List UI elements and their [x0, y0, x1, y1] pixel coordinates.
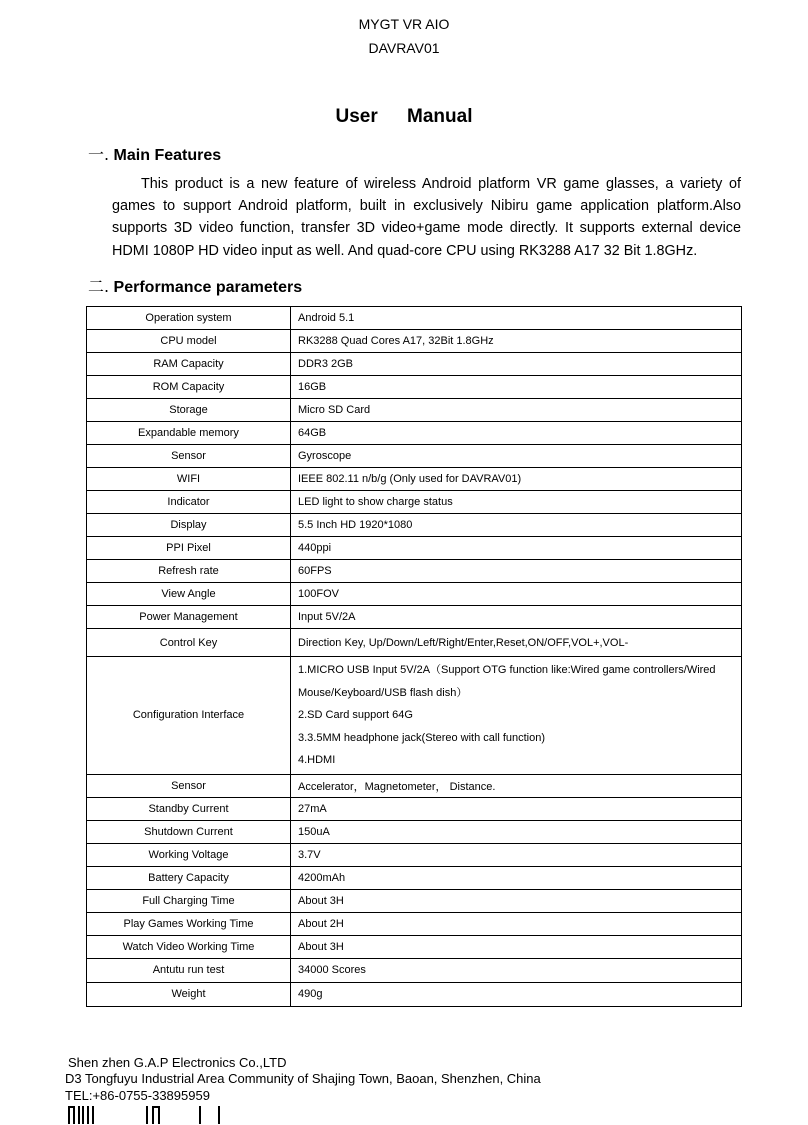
section-title: Performance parameters: [113, 279, 303, 296]
spec-row: [87, 514, 742, 537]
section-title: Main Features: [113, 147, 222, 164]
spec-row: [87, 843, 742, 866]
spec-value: 3.7V: [291, 843, 742, 866]
spec-row: [87, 797, 742, 820]
spec-table-body: [87, 307, 742, 1007]
section-main-features: [88, 142, 221, 165]
config-line: 2.SD Card support 64G: [298, 709, 413, 722]
spec-key: Configuration Interface: [87, 657, 291, 775]
section-number: 二.: [88, 277, 110, 296]
spec-value: 150uA: [291, 820, 742, 843]
spec-row: [87, 307, 742, 330]
spec-key: Expandable memory: [87, 422, 291, 445]
spec-row: [87, 889, 742, 912]
header-model: MYGT VR AIO: [358, 16, 450, 32]
spec-key: Play Games Working Time: [87, 912, 291, 935]
spec-row: [87, 912, 742, 935]
spec-row: [87, 935, 742, 958]
section-performance-parameters: [88, 274, 302, 297]
spec-key: Working Voltage: [87, 843, 291, 866]
spec-row: [87, 958, 742, 982]
spec-value: Gyroscope: [291, 445, 742, 468]
footer-tel: TEL:+86-0755-33895959: [65, 1087, 210, 1103]
spec-key: Storage: [87, 399, 291, 422]
spec-value: DDR3 2GB: [291, 353, 742, 376]
config-line: 3.3.5MM headphone jack(Stereo with call function): [298, 731, 546, 744]
spec-row: [87, 491, 742, 514]
intro-paragraph: This product is a new feature of wireless Android platform VR game glasses, a variety of games to support Android platform, built in exclusively Nibiru game application platform.Also supports 3D video function, transfer 3D video+game mode directly. It supports external device HDMI 1080P HD video input as well. And quad-core CPU using RK3288 A17 32 Bit 1.8GHz.: [112, 176, 741, 259]
spec-key: Full Charging Time: [87, 889, 291, 912]
spec-table: [86, 306, 742, 1007]
spec-key: Sensor: [87, 445, 291, 468]
spec-row: [87, 330, 742, 353]
spec-row: [87, 774, 742, 797]
spec-row: [87, 376, 742, 399]
spec-value: 60FPS: [291, 560, 742, 583]
spec-value: RK3288 Quad Cores A17, 32Bit 1.8GHz: [291, 330, 742, 353]
spec-key: WIFI: [87, 468, 291, 491]
header-code: DAVRAV01: [368, 40, 440, 56]
spec-row: [87, 353, 742, 376]
config-line: Mouse/Keyboard/USB flash dish）: [298, 686, 468, 699]
spec-value: 440ppi: [291, 537, 742, 560]
spec-value-list: [291, 657, 742, 775]
spec-key: Indicator: [87, 491, 291, 514]
spec-row: [87, 583, 742, 606]
config-line: 1.MICRO USB Input 5V/2A（Support OTG function like:Wired game controllers/Wired: [298, 664, 716, 676]
spec-key: Weight: [87, 982, 291, 1006]
footer-address: D3 Tongfuyu Industrial Area Community of Shajing Town, Baoan, Shenzhen, China: [65, 1071, 541, 1087]
spec-value: LED light to show charge status: [291, 491, 742, 514]
spec-row: [87, 866, 742, 889]
page-title: User Manual: [335, 106, 473, 127]
spec-value: 16GB: [291, 376, 742, 399]
spec-key: View Angle: [87, 583, 291, 606]
config-line: 4.HDMI: [298, 754, 336, 767]
spec-row: [87, 606, 742, 629]
spec-value: Direction Key, Up/Down/Left/Right/Enter,Reset,ON/OFF,VOL+,VOL-: [291, 629, 742, 657]
spec-row: [87, 468, 742, 491]
spec-key: Standby Current: [87, 797, 291, 820]
spec-key: Battery Capacity: [87, 866, 291, 889]
spec-value: 5.5 Inch HD 1920*1080: [291, 514, 742, 537]
spec-key: CPU model: [87, 330, 291, 353]
spec-value: About 3H: [291, 889, 742, 912]
spec-key: Sensor: [87, 774, 291, 797]
spec-key: Display: [87, 514, 291, 537]
spec-key: Shutdown Current: [87, 820, 291, 843]
spec-key: Antutu run test: [87, 958, 291, 982]
spec-key: PPI Pixel: [87, 537, 291, 560]
spec-key: RAM Capacity: [87, 353, 291, 376]
section-number: 一.: [88, 145, 110, 164]
spec-value: 27mA: [291, 797, 742, 820]
spec-row: [87, 422, 742, 445]
spec-row: [87, 560, 742, 583]
spec-value: About 2H: [291, 912, 742, 935]
spec-key: Operation system: [87, 307, 291, 330]
spec-row-configuration: [87, 657, 742, 775]
barcode-fragment: [68, 1106, 228, 1124]
spec-row: [87, 399, 742, 422]
spec-row: [87, 537, 742, 560]
spec-key: Control Key: [87, 629, 291, 657]
spec-value: 34000 Scores: [291, 958, 742, 982]
spec-row: [87, 982, 742, 1006]
spec-value: IEEE 802.11 n/b/g (Only used for DAVRAV01): [291, 468, 742, 491]
spec-value: 64GB: [291, 422, 742, 445]
spec-key: Refresh rate: [87, 560, 291, 583]
spec-key: Watch Video Working Time: [87, 935, 291, 958]
footer-company: Shen zhen G.A.P Electronics Co.,LTD: [68, 1055, 287, 1070]
spec-value: About 3H: [291, 935, 742, 958]
spec-value: 490g: [291, 982, 742, 1006]
spec-value: Accelerator，Magnetometer， Distance.: [291, 774, 742, 797]
spec-row: [87, 629, 742, 657]
spec-value: 100FOV: [291, 583, 742, 606]
spec-value: 4200mAh: [291, 866, 742, 889]
spec-key: Power Management: [87, 606, 291, 629]
spec-row: [87, 820, 742, 843]
spec-value: Android 5.1: [291, 307, 742, 330]
spec-key: ROM Capacity: [87, 376, 291, 399]
spec-row: [87, 445, 742, 468]
spec-value: Micro SD Card: [291, 399, 742, 422]
spec-value: Input 5V/2A: [291, 606, 742, 629]
footer: [65, 1055, 541, 1104]
